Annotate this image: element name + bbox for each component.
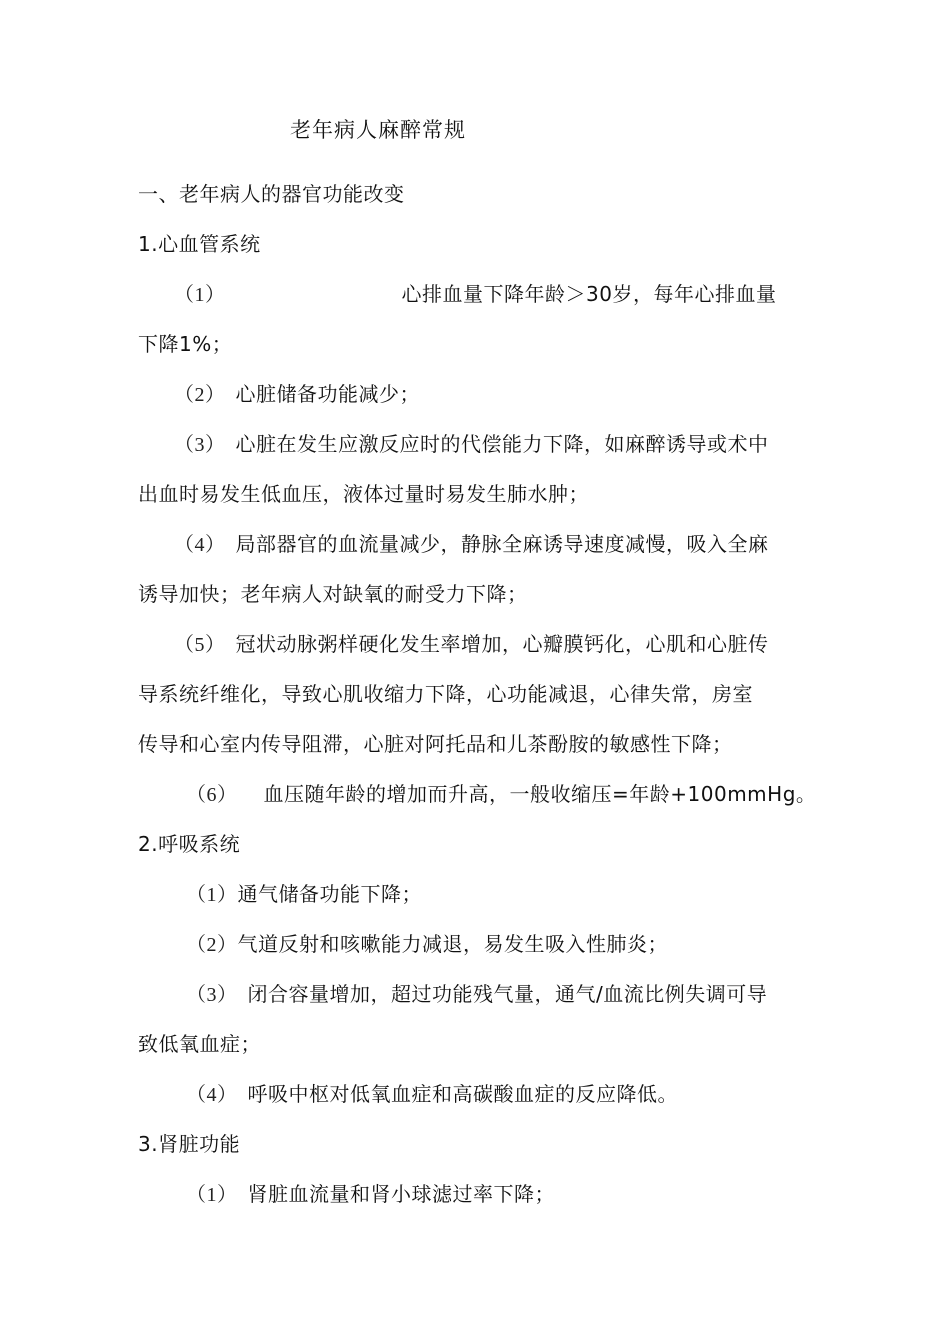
item-number: （6） — [186, 784, 238, 806]
item-number: （5） — [174, 634, 226, 656]
item-text: 通气储备功能下降； — [237, 882, 422, 906]
item-text: 局部器官的血流量减少，静脉全麻诱导速度减慢，吸入全麻 — [235, 532, 769, 556]
item-number: （3） — [174, 434, 226, 456]
item-number: （4） — [186, 1084, 238, 1106]
list-item — [186, 1180, 555, 1209]
item-text: 呼吸中枢对低氧血症和高碳酸血症的反应降低。 — [247, 1082, 678, 1106]
item-number: （3） — [186, 984, 238, 1006]
list-item-continuation: 出血时易发生低血压，液体过量时易发生肺水肿； — [138, 482, 589, 506]
list-item — [174, 430, 769, 459]
list-item-continuation: 下降1%； — [138, 332, 233, 356]
item-text: 闭合容量增加，超过功能残气量，通气/血流比例失调可导 — [247, 982, 768, 1006]
list-item — [186, 930, 668, 959]
item-text: 冠状动脉粥样硬化发生率增加，心瓣膜钙化，心肌和心脏传 — [235, 632, 769, 656]
item-number: （4） — [174, 534, 226, 556]
subsection-heading-renal: 3.肾脏功能 — [138, 1132, 241, 1156]
list-item — [174, 630, 769, 659]
list-item-continuation: 传导和心室内传导阻滞，心脏对阿托品和儿茶酚胺的敏感性下降； — [138, 732, 733, 756]
list-item — [174, 380, 420, 409]
item-number: （1） — [174, 284, 226, 306]
item-text: 血压随年龄的增加而升高，一般收缩压=年龄+100mmHg。 — [263, 782, 817, 806]
item-text: 心脏在发生应激反应时的代偿能力下降，如麻醉诱导或术中 — [235, 432, 769, 456]
item-number: （2） — [186, 934, 238, 956]
list-item — [186, 1080, 678, 1109]
section-heading: 一、老年病人的器官功能改变 — [138, 182, 405, 206]
subsection-heading-resp: 2.呼吸系统 — [138, 832, 241, 856]
list-item — [174, 280, 776, 309]
list-item — [186, 980, 767, 1009]
list-item-continuation: 导系统纤维化，导致心肌收缩力下降，心功能减退，心律失常，房室 — [138, 682, 753, 706]
list-item-continuation: 诱导加快；老年病人对缺氧的耐受力下降； — [138, 582, 528, 606]
list-item — [186, 880, 422, 909]
item-number: （2） — [174, 384, 226, 406]
item-text: 心脏储备功能减少； — [235, 382, 420, 406]
list-item — [186, 780, 816, 809]
list-item — [174, 530, 769, 559]
subsection-heading-cardio: 1.心血管系统 — [138, 232, 261, 256]
item-number: （1） — [186, 884, 238, 906]
item-text: 心排血量下降年龄＞30岁，每年心排血量 — [401, 282, 777, 306]
item-text: 气道反射和咳嗽能力减退，易发生吸入性肺炎； — [237, 932, 668, 956]
list-item-continuation: 致低氧血症； — [138, 1032, 261, 1056]
item-text: 肾脏血流量和肾小球滤过率下降； — [247, 1182, 555, 1206]
item-number: （1） — [186, 1184, 238, 1206]
document-title: 老年病人麻醉常规 — [290, 118, 466, 142]
